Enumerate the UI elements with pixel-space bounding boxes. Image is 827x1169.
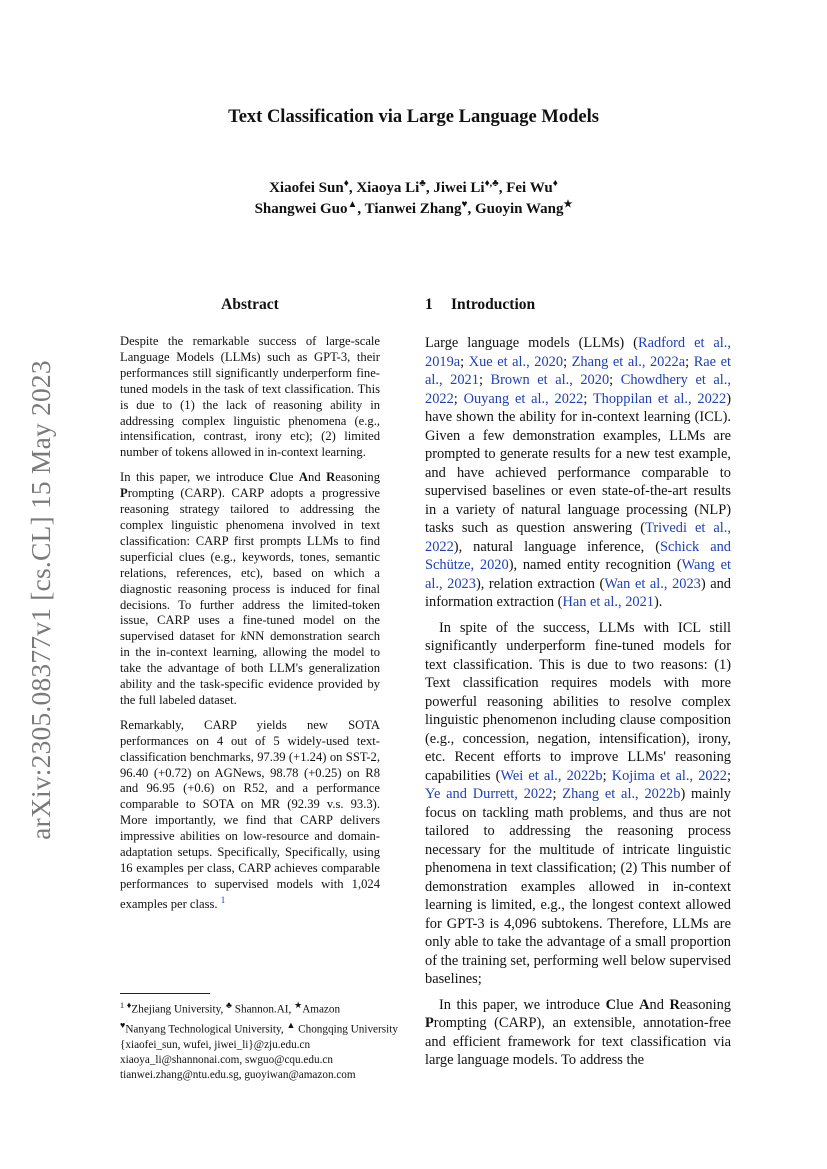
paper-title: Text Classification via Large Language Models: [228, 107, 599, 127]
author-name: Xiaofei Sun: [269, 180, 344, 196]
citation-link[interactable]: Zhang et al., 2022a: [571, 353, 686, 370]
affiliation-mark: ♥: [461, 199, 468, 210]
author-name: Fei Wu: [506, 180, 553, 196]
abstract-column: [120, 296, 380, 922]
footnote-rule: [120, 993, 210, 994]
author-name: Guoyin Wang: [474, 201, 564, 217]
citation-link[interactable]: Rae et al., 2021: [425, 353, 731, 388]
citation-link[interactable]: Wang et al., 2023: [425, 557, 731, 592]
citation-link[interactable]: Thoppilan et al., 2022: [592, 390, 727, 407]
intro-paragraph-2: In spite of the success, LLMs with ICL still significantly underperform fine-tuned models for text classification. This is due to two reasons: (1) Text classification requires models with more powerful reasoning abilities to resolve complex linguistic phenomenon including clause composition (e.g., concession, negation, intensification), irony, etc. Recent efforts to improve LLMs' reasoning capabilities (Wei et al., 2022b; Kojima et al., 2022; Ye and Durrett, 2022; Zhang et al., 2022b) mainly focus on tackling math problems, and thus are not tailored to addressing the reasoning process necessary for the multitude of intricate linguistic phenomena in text classification; (2) This number of demonstration examples allowed in in-context learning is limited, e.g., the longest context allowed for GPT-3 is 4,096 subtokens. Therefore, LLMs are only able to take the advantage of a small proportion of the training set, performing well below supervised baselines;: [425, 619, 732, 987]
abstract-paragraph-1: Despite the remarkable success of large-scale Language Models (LLMs) such as GPT-3, their performances still significantly underperform fine-tuned models in the task of text classification. This is due to (1) the lack of reasoning ability in addressing complex linguistic phenomena (e.g., intensification, contrast, irony etc); (2) limited number of tokens allowed in in-context learning.: [120, 334, 380, 460]
citation-link[interactable]: Chowdhery et al., 2022: [425, 372, 731, 407]
footnote-line: tianwei.zhang@ntu.edu.sg, guoyiwan@amazon.com: [120, 1069, 356, 1082]
affiliation-mark: ♦: [343, 178, 349, 189]
citation-link[interactable]: Ye and Durrett, 2022: [425, 786, 553, 802]
intro-paragraph-1: Large language models (LLMs) (Radford et al., 2019a; Xue et al., 2020; Zhang et al., 2022a; Rae et al., 2021; Brown et al., 2020; Chowdhery et al., 2022; Ouyang et al., 2022; Thoppilan et al., 2022) have shown the ability for in-context learning (ICL). Given a few demonstration examples, LLMs are prompted to generate results for a new test example, and have achieved performance comparable to supervised baselines or even state-of-the-art results in a variety of natural language processing (NLP) tasks such as question answering (Trivedi et al., 2022), natural language inference, (Schick and Schütze, 2020), named entity recognition (Wang et al., 2023), relation extraction (Wan et al., 2023) and information extraction (Han et al., 2021).: [425, 335, 732, 610]
citation-link[interactable]: Xue et al., 2020: [468, 353, 564, 370]
author-line-2: Shangwei Guo▲, Tianwei Zhang♥, Guoyin Wang★: [254, 199, 573, 217]
citation-link[interactable]: Han et al., 2021: [562, 594, 654, 610]
author-name: Xiaoya Li: [356, 180, 420, 196]
footnotes: [120, 998, 410, 1083]
section-number: 1: [425, 296, 433, 313]
affiliation-mark: ♣: [419, 178, 426, 189]
arxiv-side-stamp: arXiv:2305.08377v1 [cs.CL] 15 May 2023: [25, 360, 56, 840]
citation-link[interactable]: Trivedi et al., 2022: [425, 520, 732, 555]
abstract-paragraph-3: Remarkably, CARP yields new SOTA performances on 4 out of 5 widely-used text-classification benchmarks, 97.39 (+1.24) on SST-2, 96.40 (+0.72) on AGNews, 98.78 (+0.25) on R8 and 96.95 (+0.6) on R52, and a performance comparable to SOTA on MR (92.39 v.s. 93.3). More importantly, we find that CARP delivers impressive abilities on low-resource and domain-adaptation setups. Specifically, Specifically, using 16 examples per class, CARP achieves comparable performances to supervised models with 1,024 examples per class. $^1$: [120, 717, 380, 911]
affiliation-mark: ★: [563, 199, 573, 210]
citation-link[interactable]: Wei et al., 2022b: [500, 767, 603, 784]
section-title: Introduction: [451, 296, 536, 313]
author-name: Jiwei Li: [433, 180, 485, 196]
citation-link[interactable]: Schick and Schütze, 2020: [425, 538, 731, 573]
citation-link[interactable]: Ouyang et al., 2022: [463, 390, 584, 407]
footnote-link[interactable]: 1: [220, 894, 226, 905]
footnote-line: $^1$ ♦Zhejiang University, ♣ Shannon.AI, ★Amazon: [120, 1000, 341, 1016]
footnote-line: ♥Nanyang Technological University, ▲ Chongqing University: [120, 1019, 398, 1036]
affiliation-mark: ♦,♣: [484, 178, 499, 189]
introduction-column: [425, 296, 731, 1077]
citation-link[interactable]: Kojima et al., 2022: [611, 767, 727, 784]
citation-link[interactable]: Radford et al., 2019a: [425, 335, 731, 370]
footnote-line: xiaoya_li@shannonai.com, swguo@cqu.edu.cn: [120, 1054, 333, 1067]
citation-link[interactable]: Zhang et al., 2022b: [562, 786, 681, 802]
affiliation-mark: ♦: [552, 178, 558, 189]
citation-link[interactable]: Wan et al., 2023: [604, 575, 701, 592]
abstract-heading: Abstract: [221, 296, 279, 313]
intro-paragraph-3: In this paper, we introduce Clue And Reasoning Prompting (CARP), an extensible, annotation-free and efficient framework for text classification via large language models. To address the: [425, 996, 731, 1068]
author-name: Tianwei Zhang: [364, 201, 462, 217]
section-heading: [425, 296, 731, 314]
citation-link[interactable]: Brown et al., 2020: [490, 372, 610, 388]
affiliation-mark: ▲: [347, 199, 358, 210]
author-name: Shangwei Guo: [254, 201, 348, 217]
abstract-paragraph-2: In this paper, we introduce Clue And Reasoning Prompting (CARP). CARP adopts a progressive reasoning strategy tailored to addressing the complex linguistic phenomena involved in text classification: CARP first prompts LLMs to find superficial clues (e.g., keywords, tones, semantic relations, references, etc), based on which a diagnostic reasoning process is induced for final decisions. To further address the limited-token issue, CARP uses a fine-tuned model on the supervised dataset for kNN demonstration search in the in-context learning, allowing the model to take the advantage of both LLM's generalization ability and the task-specific evidence provided by the full labeled dataset.: [120, 470, 380, 707]
author-line-1: Xiaofei Sun♦, Xiaoya Li♣, Jiwei Li♦,♣, Fei Wu♦: [269, 178, 558, 196]
footnote-line: {xiaofei_sun, wufei, jiwei_li}@zju.edu.cn: [120, 1038, 311, 1051]
